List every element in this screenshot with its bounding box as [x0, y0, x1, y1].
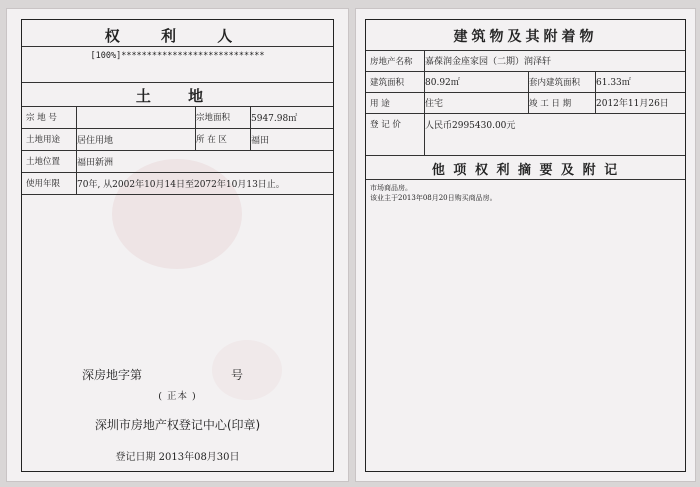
district-value: 福田	[251, 135, 270, 146]
certificate-right-page	[355, 8, 696, 482]
use-label: 用 途	[366, 92, 425, 113]
floor-area-label: 建筑面积	[366, 71, 425, 92]
certificate-left-page	[6, 8, 349, 482]
parcel-area-value: 5947.98㎡	[251, 113, 298, 124]
location-row	[22, 150, 333, 173]
completion-value: 2012年11月26日	[596, 99, 669, 109]
building-title: 建筑物及其附着物	[453, 29, 598, 45]
land-use-label: 土地用途	[22, 128, 77, 150]
term-label: 使用年限	[22, 172, 77, 194]
owner-title-row	[22, 20, 333, 47]
parcel-no-label: 宗 地 号	[22, 106, 77, 128]
summary-title-row	[366, 155, 685, 180]
parcel-area-label: 宗地面积	[192, 106, 251, 128]
property-name-value: 嘉葆润金座家园（二期）润泽轩	[425, 57, 552, 67]
location-label: 土地位置	[22, 150, 77, 172]
inner-area-value: 61.33㎡	[596, 78, 631, 88]
property-name-row	[366, 50, 685, 72]
parcel-no-value	[73, 106, 196, 128]
building-title-row	[366, 20, 685, 51]
land-use-row	[22, 128, 333, 151]
inner-area-label: 套内建筑面积	[525, 71, 596, 92]
owner-title: 权 利 人	[104, 27, 251, 45]
completion-label: 竣 工 日 期	[525, 92, 596, 113]
parcel-row	[22, 106, 333, 129]
note-line-1: 市场商品房。	[370, 184, 412, 192]
term-row	[22, 172, 333, 195]
reg-price-label: 登 记 价	[366, 113, 425, 155]
right-form-frame	[365, 19, 686, 472]
summary-title: 他 项 权 利 摘 要 及 附 记	[431, 163, 620, 178]
cert-no-prefix: 深房地字第	[82, 368, 143, 382]
location-value: 福田新洲	[77, 157, 114, 168]
cert-no-suffix: 号	[231, 368, 244, 382]
owner-field: [100%]****************************	[90, 51, 265, 61]
land-title-row	[22, 82, 333, 107]
note-line-2: 该业主于2013年08月20日购买商品房。	[370, 194, 497, 202]
property-name-label: 房地产名称	[366, 50, 425, 71]
copy-type: ( 正本 )	[158, 391, 197, 402]
use-value: 住宅	[421, 92, 529, 113]
term-value: 70年, 从2002年10月14日至2072年10月13日止。	[77, 179, 285, 190]
area-row	[366, 71, 685, 93]
district-label: 所 在 区	[192, 128, 251, 150]
land-title: 土 地	[135, 87, 220, 105]
use-row	[366, 92, 685, 114]
owner-field-row	[22, 46, 333, 83]
left-form-frame	[21, 19, 334, 472]
issuer-text: 深圳市房地产权登记中心(印章)	[94, 418, 261, 432]
reg-price-value: 人民币2995430.00元	[425, 121, 516, 131]
land-use-value: 居住用地	[73, 128, 196, 150]
registration-date: 登记日期 2013年08月30日	[115, 452, 240, 463]
floor-area-value: 80.92㎡	[421, 71, 529, 92]
reg-price-row	[366, 113, 685, 156]
